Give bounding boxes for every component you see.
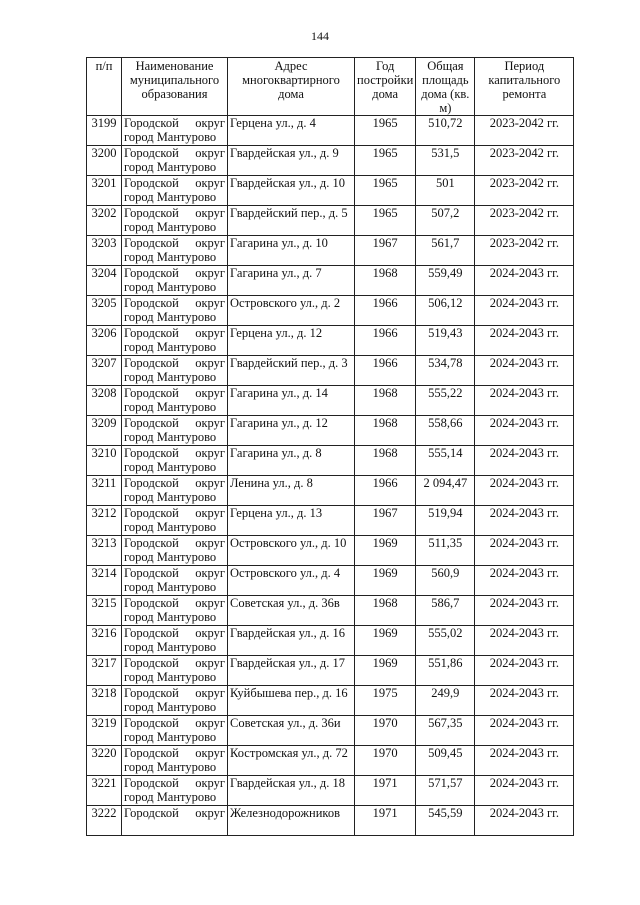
row-year: 1968 bbox=[355, 446, 416, 476]
municipality-word-1: Городской bbox=[124, 446, 179, 460]
municipality-word-1: Городской bbox=[124, 116, 179, 130]
municipality-word-2: округ bbox=[195, 176, 225, 190]
municipality-city: город Мантурово bbox=[124, 190, 217, 204]
table-row bbox=[87, 686, 574, 716]
row-municipality bbox=[122, 716, 228, 746]
row-area: 507,2 bbox=[416, 206, 475, 236]
municipality-word-1: Городской bbox=[124, 206, 179, 220]
table-row bbox=[87, 746, 574, 776]
table-row bbox=[87, 446, 574, 476]
row-area: 501 bbox=[416, 176, 475, 206]
municipality-city: город Мантурово bbox=[124, 220, 217, 234]
municipality-word-2: округ bbox=[195, 746, 225, 760]
row-area: 559,49 bbox=[416, 266, 475, 296]
municipality-city: город Мантурово bbox=[124, 310, 217, 324]
row-area: 545,59 bbox=[416, 806, 475, 836]
row-municipality bbox=[122, 746, 228, 776]
municipality-word-1: Городской bbox=[124, 626, 179, 640]
row-period: 2024-2043 гг. bbox=[475, 536, 574, 566]
municipality-word-1: Городской bbox=[124, 596, 179, 610]
row-year: 1965 bbox=[355, 176, 416, 206]
municipality-city: город Мантурово bbox=[124, 130, 217, 144]
table-row bbox=[87, 716, 574, 746]
row-area: 519,43 bbox=[416, 326, 475, 356]
row-number: 3216 bbox=[87, 626, 122, 656]
municipality-word-1: Городской bbox=[124, 146, 179, 160]
row-number: 3213 bbox=[87, 536, 122, 566]
row-area: 571,57 bbox=[416, 776, 475, 806]
row-number: 3218 bbox=[87, 686, 122, 716]
row-number: 3221 bbox=[87, 776, 122, 806]
row-period: 2024-2043 гг. bbox=[475, 656, 574, 686]
municipality-city: город Мантурово bbox=[124, 670, 217, 684]
row-municipality bbox=[122, 476, 228, 506]
row-area: 555,02 bbox=[416, 626, 475, 656]
row-address: Герцена ул., д. 13 bbox=[228, 506, 355, 536]
municipality-word-2: округ bbox=[195, 686, 225, 700]
table-row bbox=[87, 806, 574, 836]
row-municipality bbox=[122, 686, 228, 716]
row-address: Гагарина ул., д. 7 bbox=[228, 266, 355, 296]
municipality-word-1: Городской bbox=[124, 536, 179, 550]
municipality-city: город Мантурово bbox=[124, 610, 217, 624]
row-period: 2023-2042 гг. bbox=[475, 146, 574, 176]
row-period: 2024-2043 гг. bbox=[475, 596, 574, 626]
row-year: 1967 bbox=[355, 506, 416, 536]
header-address: Адрес многоквартирного дома bbox=[228, 58, 355, 116]
municipality-word-2: округ bbox=[195, 416, 225, 430]
row-area: 531,5 bbox=[416, 146, 475, 176]
row-year: 1969 bbox=[355, 566, 416, 596]
municipality-word-2: округ bbox=[195, 356, 225, 370]
municipality-word-2: округ bbox=[195, 116, 225, 130]
municipality-city: город Мантурово bbox=[124, 280, 217, 294]
row-address: Куйбышева пер., д. 16 bbox=[228, 686, 355, 716]
row-address: Гвардейская ул., д. 9 bbox=[228, 146, 355, 176]
table-row bbox=[87, 386, 574, 416]
row-address: Гагарина ул., д. 10 bbox=[228, 236, 355, 266]
row-number: 3222 bbox=[87, 806, 122, 836]
row-address: Гвардейская ул., д. 17 bbox=[228, 656, 355, 686]
municipality-word-2: округ bbox=[195, 596, 225, 610]
municipality-word-1: Городской bbox=[124, 656, 179, 670]
row-period: 2024-2043 гг. bbox=[475, 266, 574, 296]
page-number: 144 bbox=[311, 29, 329, 43]
row-area: 506,12 bbox=[416, 296, 475, 326]
row-number: 3214 bbox=[87, 566, 122, 596]
row-number: 3207 bbox=[87, 356, 122, 386]
row-address: Советская ул., д. 36и bbox=[228, 716, 355, 746]
row-period: 2024-2043 гг. bbox=[475, 476, 574, 506]
municipality-word-1: Городской bbox=[124, 266, 179, 280]
row-number: 3204 bbox=[87, 266, 122, 296]
row-period: 2024-2043 гг. bbox=[475, 626, 574, 656]
municipality-word-2: округ bbox=[195, 236, 225, 250]
row-address: Герцена ул., д. 12 bbox=[228, 326, 355, 356]
row-address: Советская ул., д. 36в bbox=[228, 596, 355, 626]
table-row bbox=[87, 506, 574, 536]
municipality-word-1: Городской bbox=[124, 506, 179, 520]
row-area: 534,78 bbox=[416, 356, 475, 386]
row-address: Гагарина ул., д. 12 bbox=[228, 416, 355, 446]
row-number: 3215 bbox=[87, 596, 122, 626]
row-year: 1966 bbox=[355, 296, 416, 326]
row-area: 555,22 bbox=[416, 386, 475, 416]
municipality-word-1: Городской bbox=[124, 746, 179, 760]
municipality-word-2: округ bbox=[195, 386, 225, 400]
municipality-word-2: округ bbox=[195, 146, 225, 160]
table-header-row bbox=[87, 58, 574, 116]
row-address: Гвардейская ул., д. 18 bbox=[228, 776, 355, 806]
row-number: 3201 bbox=[87, 176, 122, 206]
row-number: 3211 bbox=[87, 476, 122, 506]
row-address: Гагарина ул., д. 8 bbox=[228, 446, 355, 476]
municipality-word-1: Городской bbox=[124, 296, 179, 310]
municipality-city: город Мантурово bbox=[124, 700, 217, 714]
row-year: 1975 bbox=[355, 686, 416, 716]
row-period: 2023-2042 гг. bbox=[475, 116, 574, 146]
row-year: 1966 bbox=[355, 326, 416, 356]
header-municipality: Наименование муниципального образования bbox=[122, 58, 228, 116]
row-number: 3205 bbox=[87, 296, 122, 326]
row-period: 2024-2043 гг. bbox=[475, 356, 574, 386]
row-municipality bbox=[122, 386, 228, 416]
row-year: 1971 bbox=[355, 776, 416, 806]
row-address: Гвардейская ул., д. 10 bbox=[228, 176, 355, 206]
row-period: 2024-2043 гг. bbox=[475, 416, 574, 446]
row-municipality bbox=[122, 206, 228, 236]
row-year: 1966 bbox=[355, 356, 416, 386]
municipality-word-2: округ bbox=[195, 716, 225, 730]
row-municipality bbox=[122, 416, 228, 446]
row-year: 1965 bbox=[355, 146, 416, 176]
row-municipality bbox=[122, 626, 228, 656]
row-address: Железнодорожников bbox=[228, 806, 355, 836]
municipality-word-1: Городской bbox=[124, 326, 179, 340]
row-year: 1971 bbox=[355, 806, 416, 836]
row-area: 551,86 bbox=[416, 656, 475, 686]
table-row bbox=[87, 656, 574, 686]
row-number: 3217 bbox=[87, 656, 122, 686]
table-row bbox=[87, 236, 574, 266]
table-row bbox=[87, 116, 574, 146]
row-year: 1966 bbox=[355, 476, 416, 506]
row-area: 586,7 bbox=[416, 596, 475, 626]
row-area: 509,45 bbox=[416, 746, 475, 776]
row-number: 3199 bbox=[87, 116, 122, 146]
row-period: 2023-2042 гг. bbox=[475, 176, 574, 206]
municipality-word-1: Городской bbox=[124, 236, 179, 250]
row-address: Островского ул., д. 10 bbox=[228, 536, 355, 566]
row-municipality bbox=[122, 656, 228, 686]
municipality-word-2: округ bbox=[195, 776, 225, 790]
table-row bbox=[87, 326, 574, 356]
row-municipality bbox=[122, 596, 228, 626]
row-area: 510,72 bbox=[416, 116, 475, 146]
municipality-city: город Мантурово bbox=[124, 160, 217, 174]
row-area: 567,35 bbox=[416, 716, 475, 746]
row-address: Костромская ул., д. 72 bbox=[228, 746, 355, 776]
municipality-city: город Мантурово bbox=[124, 760, 217, 774]
row-period: 2024-2043 гг. bbox=[475, 806, 574, 836]
row-year: 1970 bbox=[355, 716, 416, 746]
row-period: 2024-2043 гг. bbox=[475, 296, 574, 326]
municipality-city: город Мантурово bbox=[124, 730, 217, 744]
table-row bbox=[87, 146, 574, 176]
row-municipality bbox=[122, 146, 228, 176]
row-area: 511,35 bbox=[416, 536, 475, 566]
row-number: 3212 bbox=[87, 506, 122, 536]
housing-table bbox=[86, 57, 574, 836]
row-period: 2023-2042 гг. bbox=[475, 236, 574, 266]
row-year: 1968 bbox=[355, 386, 416, 416]
municipality-word-2: округ bbox=[195, 206, 225, 220]
municipality-city: город Мантурово bbox=[124, 460, 217, 474]
municipality-word-1: Городской bbox=[124, 356, 179, 370]
row-municipality bbox=[122, 116, 228, 146]
table-row bbox=[87, 416, 574, 446]
row-year: 1965 bbox=[355, 206, 416, 236]
municipality-city: город Мантурово bbox=[124, 400, 217, 414]
row-year: 1970 bbox=[355, 746, 416, 776]
table-row bbox=[87, 626, 574, 656]
row-period: 2024-2043 гг. bbox=[475, 326, 574, 356]
row-year: 1969 bbox=[355, 656, 416, 686]
row-municipality bbox=[122, 776, 228, 806]
table-row bbox=[87, 776, 574, 806]
table-row bbox=[87, 266, 574, 296]
municipality-city: город Мантурово bbox=[124, 790, 217, 804]
row-municipality bbox=[122, 806, 228, 836]
row-area: 249,9 bbox=[416, 686, 475, 716]
municipality-word-2: округ bbox=[195, 656, 225, 670]
row-period: 2024-2043 гг. bbox=[475, 716, 574, 746]
municipality-city: город Мантурово bbox=[124, 370, 217, 384]
row-area: 519,94 bbox=[416, 506, 475, 536]
row-number: 3203 bbox=[87, 236, 122, 266]
row-area: 560,9 bbox=[416, 566, 475, 596]
municipality-city: город Мантурово bbox=[124, 490, 217, 504]
row-number: 3206 bbox=[87, 326, 122, 356]
row-year: 1968 bbox=[355, 266, 416, 296]
municipality-city: город Мантурово bbox=[124, 520, 217, 534]
row-period: 2024-2043 гг. bbox=[475, 506, 574, 536]
row-area: 561,7 bbox=[416, 236, 475, 266]
municipality-city: город Мантурово bbox=[124, 340, 217, 354]
municipality-city: город Мантурово bbox=[124, 580, 217, 594]
row-year: 1968 bbox=[355, 596, 416, 626]
row-number: 3208 bbox=[87, 386, 122, 416]
municipality-word-2: округ bbox=[195, 446, 225, 460]
row-year: 1967 bbox=[355, 236, 416, 266]
row-year: 1965 bbox=[355, 116, 416, 146]
municipality-word-1: Городской bbox=[124, 806, 179, 820]
row-year: 1968 bbox=[355, 416, 416, 446]
municipality-word-1: Городской bbox=[124, 686, 179, 700]
row-number: 3200 bbox=[87, 146, 122, 176]
row-period: 2024-2043 гг. bbox=[475, 446, 574, 476]
header-year: Год постройки дома bbox=[355, 58, 416, 116]
municipality-word-1: Городской bbox=[124, 476, 179, 490]
municipality-word-2: округ bbox=[195, 296, 225, 310]
row-period: 2023-2042 гг. bbox=[475, 206, 574, 236]
table-row bbox=[87, 296, 574, 326]
row-period: 2024-2043 гг. bbox=[475, 746, 574, 776]
municipality-word-1: Городской bbox=[124, 776, 179, 790]
table-row bbox=[87, 596, 574, 626]
municipality-word-2: округ bbox=[195, 326, 225, 340]
table-row bbox=[87, 206, 574, 236]
municipality-city: город Мантурово bbox=[124, 640, 217, 654]
row-number: 3220 bbox=[87, 746, 122, 776]
row-year: 1969 bbox=[355, 536, 416, 566]
municipality-word-1: Городской bbox=[124, 716, 179, 730]
municipality-word-1: Городской bbox=[124, 416, 179, 430]
row-municipality bbox=[122, 296, 228, 326]
row-number: 3209 bbox=[87, 416, 122, 446]
municipality-word-2: округ bbox=[195, 506, 225, 520]
municipality-word-1: Городской bbox=[124, 176, 179, 190]
municipality-city: город Мантурово bbox=[124, 550, 217, 564]
row-municipality bbox=[122, 566, 228, 596]
row-address: Островского ул., д. 4 bbox=[228, 566, 355, 596]
municipality-word-2: округ bbox=[195, 806, 225, 820]
row-area: 2 094,47 bbox=[416, 476, 475, 506]
municipality-word-2: округ bbox=[195, 536, 225, 550]
municipality-word-1: Городской bbox=[124, 566, 179, 580]
row-year: 1969 bbox=[355, 626, 416, 656]
row-address: Ленина ул., д. 8 bbox=[228, 476, 355, 506]
municipality-word-2: округ bbox=[195, 566, 225, 580]
header-num: п/п bbox=[87, 58, 122, 116]
row-municipality bbox=[122, 176, 228, 206]
row-address: Гагарина ул., д. 14 bbox=[228, 386, 355, 416]
row-address: Гвардейский пер., д. 5 bbox=[228, 206, 355, 236]
row-municipality bbox=[122, 266, 228, 296]
row-address: Островского ул., д. 2 bbox=[228, 296, 355, 326]
row-municipality bbox=[122, 536, 228, 566]
row-address: Герцена ул., д. 4 bbox=[228, 116, 355, 146]
row-address: Гвардейская ул., д. 16 bbox=[228, 626, 355, 656]
municipality-word-2: округ bbox=[195, 266, 225, 280]
row-number: 3210 bbox=[87, 446, 122, 476]
header-period: Период капитального ремонта bbox=[475, 58, 574, 116]
row-address: Гвардейский пер., д. 3 bbox=[228, 356, 355, 386]
municipality-word-1: Городской bbox=[124, 386, 179, 400]
row-area: 555,14 bbox=[416, 446, 475, 476]
row-area: 558,66 bbox=[416, 416, 475, 446]
row-number: 3219 bbox=[87, 716, 122, 746]
table-row bbox=[87, 536, 574, 566]
municipality-word-2: округ bbox=[195, 626, 225, 640]
row-municipality bbox=[122, 356, 228, 386]
row-period: 2024-2043 гг. bbox=[475, 566, 574, 596]
row-period: 2024-2043 гг. bbox=[475, 386, 574, 416]
table-row bbox=[87, 566, 574, 596]
table-row bbox=[87, 356, 574, 386]
row-municipality bbox=[122, 446, 228, 476]
row-municipality bbox=[122, 236, 228, 266]
row-number: 3202 bbox=[87, 206, 122, 236]
table-row bbox=[87, 176, 574, 206]
row-municipality bbox=[122, 506, 228, 536]
municipality-word-2: округ bbox=[195, 476, 225, 490]
row-period: 2024-2043 гг. bbox=[475, 776, 574, 806]
municipality-city: город Мантурово bbox=[124, 430, 217, 444]
municipality-city: город Мантурово bbox=[124, 250, 217, 264]
row-period: 2024-2043 гг. bbox=[475, 686, 574, 716]
table-row bbox=[87, 476, 574, 506]
row-municipality bbox=[122, 326, 228, 356]
header-area: Общая площадь дома (кв. м) bbox=[416, 58, 475, 116]
